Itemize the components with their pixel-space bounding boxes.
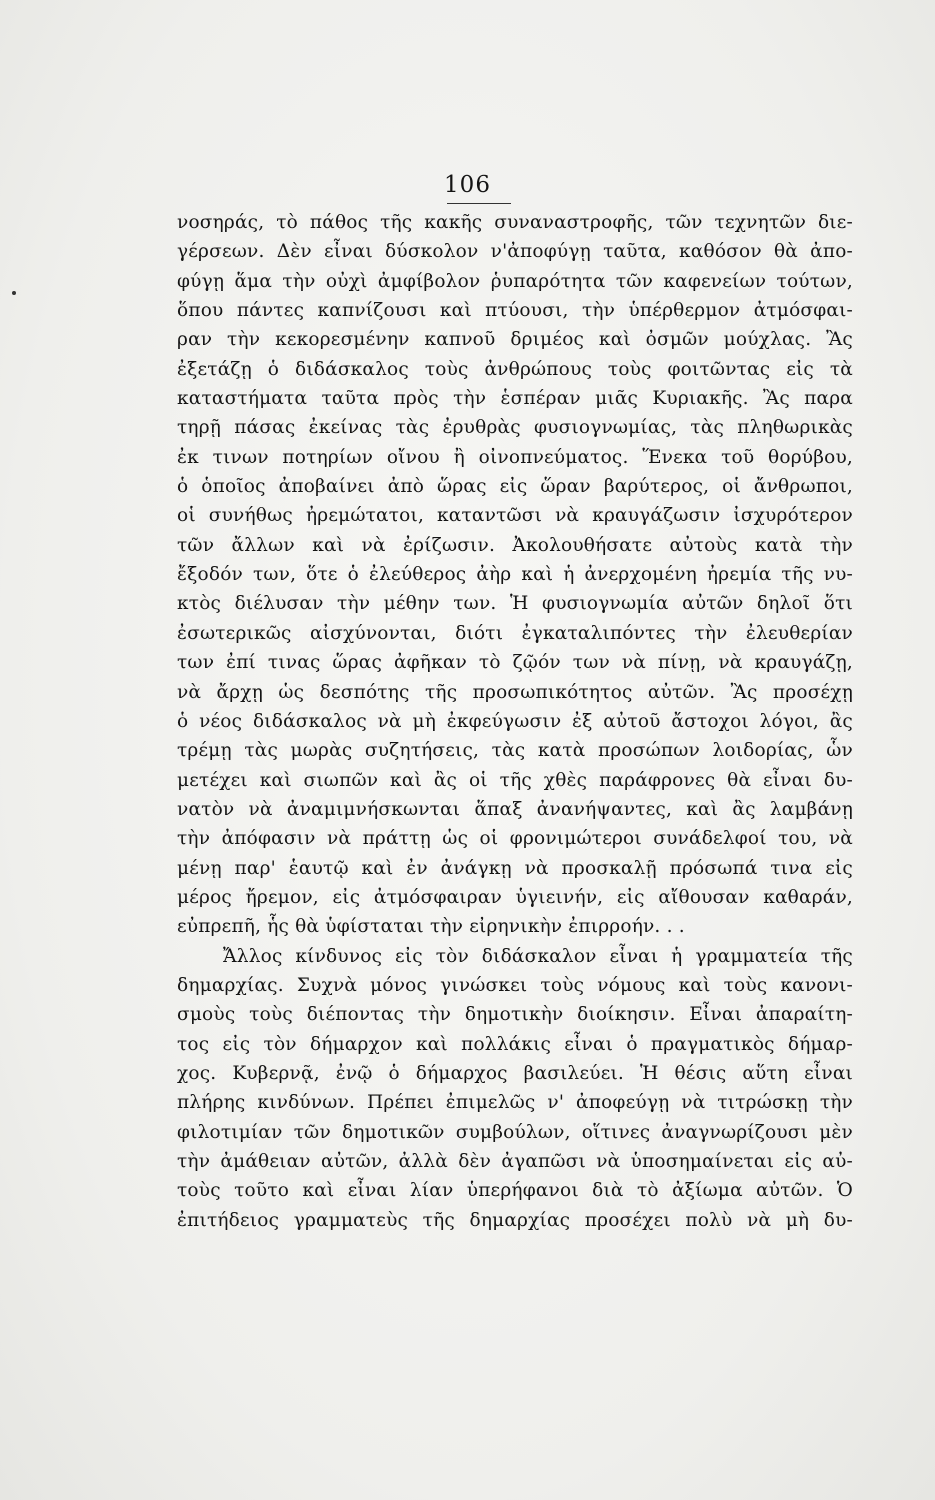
text-line: δημαρχίας. Συχνὰ μόνος γινώσκει τοὺς νόμους καὶ τοὺς κανονι-: [177, 974, 853, 996]
text-line: νοσηράς, τὸ πάθος τῆς κακῆς συναναστροφῆς, τῶν τεχνητῶν διε-: [177, 212, 853, 233]
text-line: ὅπου πάντες καπνίζουσι καὶ πτύουσι, τὴν ὑπέρθερμον ἀτμόσφαι-: [177, 300, 853, 322]
text-line: τὴν ἀμάθειαν αὐτῶν, ἀλλὰ δὲν ἀγαπῶσι νὰ ὑποσημαίνεται εἰς αὐ-: [177, 1151, 853, 1172]
text-line: πλήρης κινδύνων. Πρέπει ἐπιμελῶς ν' ἀποφεύγῃ νὰ τιτρώσκῃ τὴν: [177, 1092, 853, 1114]
text-line: φιλοτιμίαν τῶν δημοτικῶν συμβούλων, οἵτινες ἀναγνωρίζουσι μὲν: [177, 1121, 853, 1143]
text-line: νὰ ἄρχῃ ὡς δεσπότης τῆς προσωπικότητος αὐτῶν. Ἂς προσέχῃ: [177, 681, 853, 703]
text-line: μένῃ παρ' ἑαυτῷ καὶ ἐν ἀνάγκῃ νὰ προσκαλῇ πρόσωπά τινα εἰς: [177, 857, 853, 879]
text-line: τρέμῃ τὰς μωρὰς συζητήσεις, τὰς κατὰ προσώπων λοιδορίας, ὧν: [177, 740, 853, 762]
text-line: χος. Κυβερνᾷ, ἐνῷ ὁ δήμαρχος βασιλεύει. Ἡ θέσις αὕτη εἶναι: [177, 1062, 853, 1084]
page-number-rule: [447, 203, 511, 204]
text-line: τὴν ἀπόφασιν νὰ πράττῃ ὡς οἱ φρονιμώτεροι συνάδελφοί του, νὰ: [177, 828, 853, 850]
text-line: τος εἰς τὸν δήμαρχον καὶ πολλάκις εἶναι ὁ πραγματικὸς δήμαρ-: [177, 1033, 853, 1055]
text-line: τῶν ἄλλων καὶ νὰ ἐρίζωσιν. Ἀκολουθήσατε αὐτοὺς κατὰ τὴν: [177, 534, 853, 556]
text-line: ραν τὴν κεκορεσμένην καπνοῦ δριμέος καὶ ὀσμῶν μούχλας. Ἂς: [177, 329, 853, 351]
page-number: 106: [444, 172, 491, 198]
text-line: μέρος ἤρεμον, εἰς ἀτμόσφαιραν ὑγιεινήν, εἰς αἴθουσαν καθαράν,: [177, 886, 853, 908]
text-line: ἐπιτήδειος γραμματεὺς τῆς δημαρχίας προσέχει πολὺ νὰ μὴ δυ-: [177, 1209, 853, 1231]
text-line: μετέχει καὶ σιωπῶν καὶ ἂς οἱ τῆς χθὲς παράφρονες θὰ εἶναι δυ-: [177, 769, 853, 791]
text-line: ὁ ὁποῖος ἀποβαίνει ἀπὸ ὥρας εἰς ὥραν βαρύτερος, οἱ ἄνθρωποι,: [177, 476, 853, 498]
ink-speck: [12, 291, 16, 295]
text-line: σμοὺς τοὺς διέποντας τὴν δημοτικὴν διοίκησιν. Εἶναι ἀπαραίτη-: [177, 1004, 853, 1026]
text-line: καταστήματα ταῦτα πρὸς τὴν ἑσπέραν μιᾶς Κυριακῆς. Ἂς παρα: [177, 388, 853, 410]
text-line: ἐσωτερικῶς αἰσχύνονται, διότι ἐγκαταλιπόντες τὴν ἐλευθερίαν: [177, 622, 853, 644]
text-line: ἐκ τινων ποτηρίων οἴνου ἢ οἰνοπνεύματος. Ἕνεκα τοῦ θορύβου,: [177, 446, 853, 468]
text-line: νατὸν νὰ ἀναμιμνήσκωνται ἅπαξ ἀνανήψαντες, καὶ ἂς λαμβάνῃ: [177, 798, 853, 820]
text-line: ἔξοδόν των, ὅτε ὁ ἐλεύθερος ἀὴρ καὶ ἡ ἀνερχομένη ἠρεμία τῆς νυ-: [177, 564, 853, 586]
text-line: οἱ συνήθως ἠρεμώτατοι, καταντῶσι νὰ κραυγάζωσιν ἰσχυρότερον: [177, 505, 853, 527]
text-line: τηρῇ πάσας ἐκείνας τὰς ἐρυθρὰς φυσιογνωμίας, τὰς πληθωρικὰς: [177, 417, 853, 439]
text-line: φύγῃ ἅμα τὴν οὐχὶ ἀμφίβολον ῥυπαρότητα τῶν καφενείων τούτων,: [177, 270, 853, 292]
body-text: [177, 208, 853, 1235]
text-line: των ἐπί τινας ὥρας ἀφῆκαν τὸ ζῷόν των νὰ πίνῃ, νὰ κραυγάζῃ,: [177, 652, 853, 674]
text-line-paragraph-start: Ἄλλος κίνδυνος εἰς τὸν διδάσκαλον εἶναι ἡ γραμματεία τῆς: [223, 945, 853, 967]
text-line: κτὸς διέλυσαν τὴν μέθην των. Ἡ φυσιογνωμία αὐτῶν δηλοῖ ὅτι: [177, 593, 853, 615]
text-line: ὁ νέος διδάσκαλος νὰ μὴ ἐκφεύγωσιν ἐξ αὐτοῦ ἄστοχοι λόγοι, ἂς: [177, 710, 853, 732]
text-line: γέρσεων. Δὲν εἶναι δύσκολον ν'ἀποφύγῃ ταῦτα, καθόσον θὰ ἀπο-: [177, 241, 853, 263]
text-line-paragraph-end: εὐπρεπῆ, ἧς θὰ ὑφίσταται τὴν εἰρηνικὴν ἐπιρροήν. . .: [177, 916, 685, 938]
text-line: ἐξετάζῃ ὁ διδάσκαλος τοὺς ἀνθρώπους τοὺς φοιτῶντας εἰς τὰ: [177, 358, 853, 380]
text-line: τοὺς τοῦτο καὶ εἶναι λίαν ὑπερήφανοι διὰ τὸ ἀξίωμα αὐτῶν. Ὁ: [177, 1180, 853, 1202]
